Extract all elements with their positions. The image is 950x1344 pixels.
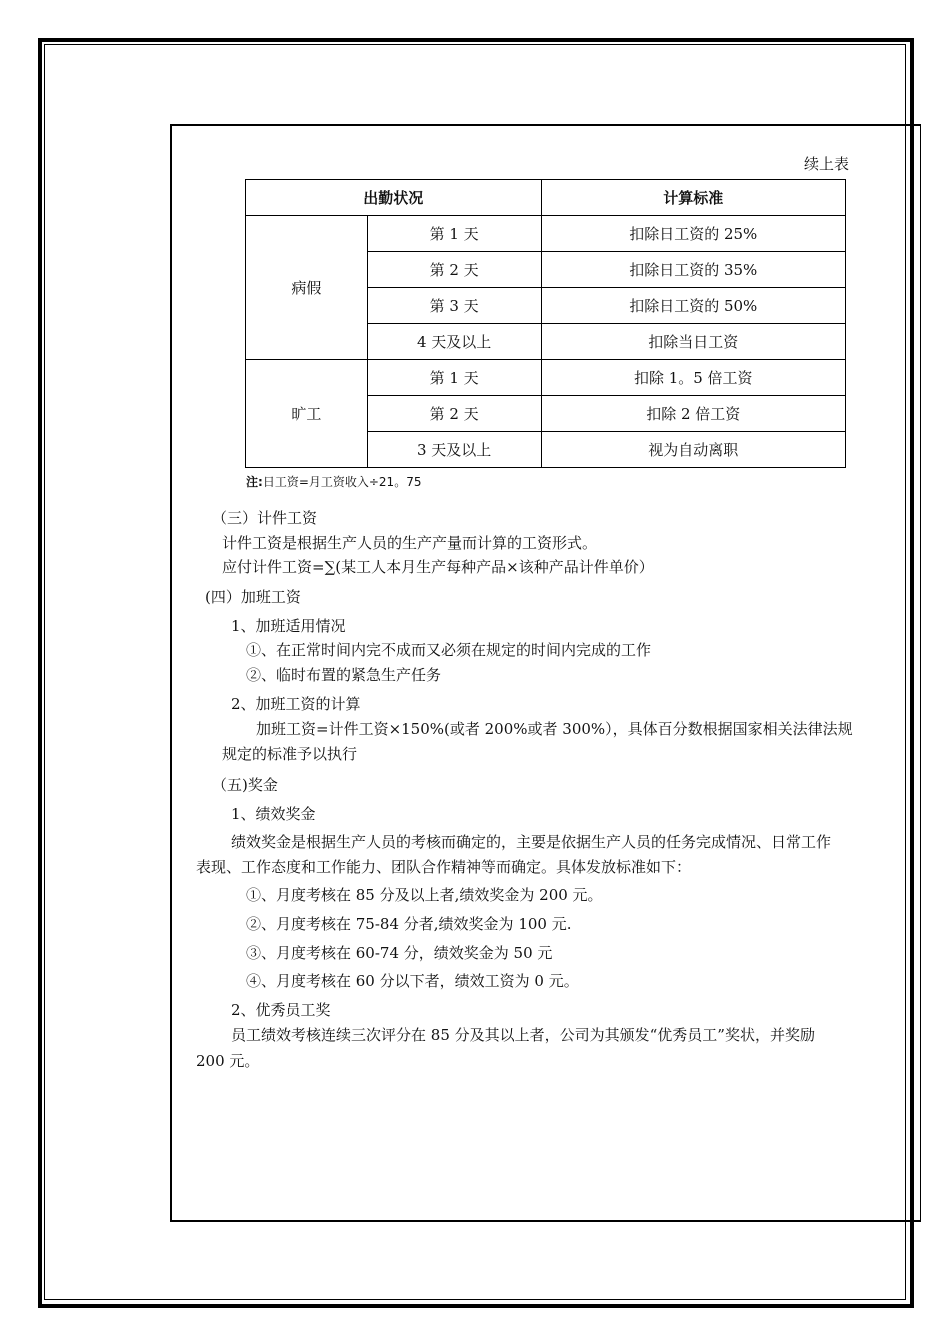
section-3-line-1: 计件工资是根据生产人员的生产产量而计算的工资形式。 (222, 534, 598, 552)
day-cell: 第 2 天 (367, 396, 541, 432)
section-5-para-3: 员工绩效考核连续三次评分在 85 分及其以上者，公司为其颁发“优秀员工”奖状，并奖励 (231, 1026, 815, 1044)
section-4-item-2: ②、临时布置的紧急生产任务 (246, 666, 442, 684)
section-4-sub-1: 1、加班适用情况 (231, 617, 346, 635)
table-note (246, 472, 421, 492)
standard-cell: 扣除日工资的 50% (541, 288, 846, 324)
section-4-calc-2: 规定的标准予以执行 (222, 745, 358, 763)
section-5-title: （五)奖金 (212, 776, 278, 794)
section-5-para-2: 表现、工作态度和工作能力、团队合作精神等而确定。具体发放标准如下： (196, 858, 692, 876)
section-4-calc-1: 加班工资=计件工资×150%(或者 200%或者 300%），具体百分数根据国家相关法律法规 (256, 720, 853, 738)
day-cell: 第 3 天 (367, 288, 541, 324)
section-5-para-4: 200 元。 (196, 1052, 260, 1070)
section-4-item-1: ①、在正常时间内完不成而又必须在规定的时间内完成的工作 (246, 641, 652, 659)
standard-cell: 扣除日工资的 35% (541, 252, 846, 288)
standard-cell: 扣除 2 倍工资 (541, 396, 846, 432)
section-4-title: (四）加班工资 (205, 588, 301, 606)
table-row (246, 216, 846, 252)
note-text: 日工资=月工资收入÷21。75 (262, 475, 422, 489)
section-5-item-4: ④、月度考核在 60 分以下者，绩效工资为 0 元。 (246, 972, 579, 990)
section-3-line-2: 应付计件工资=∑(某工人本月生产每种产品×该种产品计件单价） (222, 558, 654, 576)
standard-cell: 扣除 1。5 倍工资 (541, 360, 846, 396)
section-5-item-1: ①、月度考核在 85 分及以上者,绩效奖金为 200 元。 (246, 886, 603, 904)
standard-cell: 扣除日工资的 25% (541, 216, 846, 252)
section-5-item-2: ②、月度考核在 75-84 分者,绩效奖金为 100 元. (246, 915, 572, 933)
day-cell: 第 2 天 (367, 252, 541, 288)
section-5-item-3: ③、月度考核在 60-74 分，绩效奖金为 50 元 (246, 944, 553, 962)
header-calculation-standard: 计算标准 (541, 180, 846, 216)
section-5-para-1: 绩效奖金是根据生产人员的考核而确定的，主要是依据生产人员的任务完成情况、日常工作 (231, 833, 832, 851)
standard-cell: 扣除当日工资 (541, 324, 846, 360)
status-absenteeism: 旷工 (246, 360, 368, 468)
section-3-title: （三）计件工资 (212, 509, 318, 527)
day-cell: 第 1 天 (367, 216, 541, 252)
day-cell: 4 天及以上 (367, 324, 541, 360)
day-cell: 3 天及以上 (367, 432, 541, 468)
continued-label: 续上表 (804, 155, 850, 173)
section-5-sub-2: 2、优秀员工奖 (231, 1001, 331, 1019)
note-label: 注: (246, 475, 263, 489)
day-cell: 第 1 天 (367, 360, 541, 396)
section-4-sub-2: 2、加班工资的计算 (231, 695, 361, 713)
header-attendance-status: 出勤状况 (246, 180, 542, 216)
attendance-table (245, 179, 846, 468)
section-5-sub-1: 1、绩效奖金 (231, 805, 316, 823)
status-sick-leave: 病假 (246, 216, 368, 360)
table-row (246, 360, 846, 396)
standard-cell: 视为自动离职 (541, 432, 846, 468)
table-header-row (246, 180, 846, 216)
